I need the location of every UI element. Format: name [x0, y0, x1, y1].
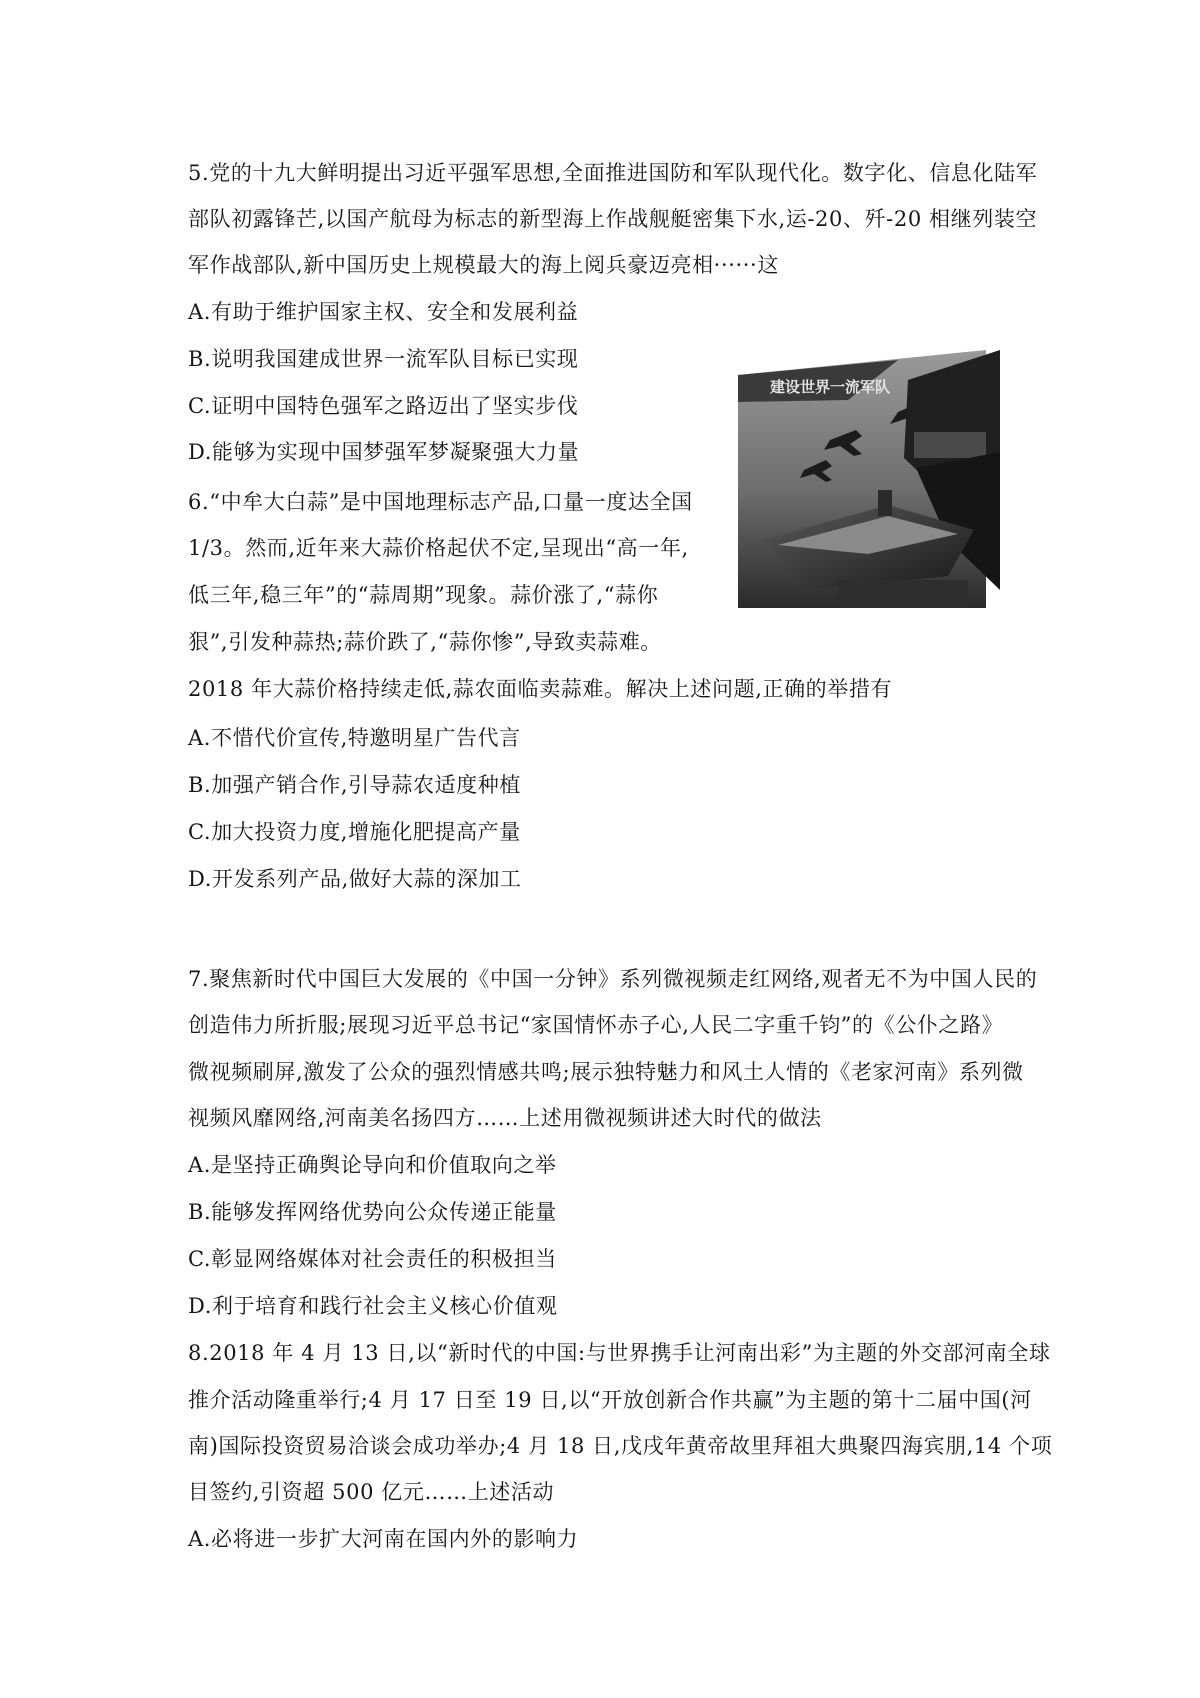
q6-stem-line-4: 狠”,引发种蒜热;蒜价跌了,“蒜你惨”,导致卖蒜难。 — [188, 630, 662, 654]
q5-stem-line-3: 军作战部队,新中国历史上规模最大的海上阅兵豪迈亮相······这 — [188, 253, 779, 277]
q6-stem-line-2: 1/3。然而,近年来大蒜价格起伏不定,呈现出“高一年, — [188, 536, 689, 560]
q5-option-a: A.有助于维护国家主权、安全和发展利益 — [188, 300, 579, 324]
q7-stem-line-1: 7.聚焦新时代中国巨大发展的《中国一分钟》系列微视频走红网络,观者无不为中国人民的 — [188, 967, 1038, 991]
q8-stem-line-3: 南)国际投资贸易洽谈会成功举办;4 月 18 日,戊戌年黄帝故里拜祖大典聚四海宾朋,14 个项 — [188, 1434, 1053, 1458]
poster-banner-text: 建设世界一流军队 — [770, 378, 891, 396]
q6-option-b: B.加强产销合作,引导蒜农适度种植 — [188, 773, 521, 797]
q8-stem-line-4: 目签约,引资超 500 亿元……上述活动 — [188, 1480, 555, 1504]
q7-option-c: C.彰显网络媒体对社会责任的积极担当 — [188, 1247, 557, 1271]
q6-option-c: C.加大投资力度,增施化肥提高产量 — [188, 820, 521, 844]
military-poster-image — [738, 340, 1008, 608]
q7-option-b: B.能够发挥网络优势向公众传递正能量 — [188, 1200, 557, 1224]
q7-option-d: D.利于培育和践行社会主义核心价值观 — [188, 1294, 558, 1318]
q8-option-a: A.必将进一步扩大河南在国内外的影响力 — [188, 1527, 579, 1551]
q6-option-a: A.不惜代价宣传,特邀明星广告代言 — [188, 726, 521, 750]
q6-stem-line-1: 6.“中牟大白蒜”是中国地理标志产品,口量一度达全国 — [188, 490, 693, 514]
q6-stem-line-5: 2018 年大蒜价格持续走低,蒜农面临卖蒜难。解决上述问题,正确的举措有 — [188, 677, 893, 701]
q6-option-d: D.开发系列产品,做好大蒜的深加工 — [188, 867, 522, 891]
q8-stem-line-2: 推介活动隆重举行;4 月 17 日至 19 日,以“开放创新合作共赢”为主题的第十二届中国(河 — [188, 1388, 1032, 1412]
q5-option-c: C.证明中国特色强军之路迈出了坚实步伐 — [188, 394, 579, 418]
q6-stem-line-3: 低三年,稳三年”的“蒜周期”现象。蒜价涨了,“蒜你 — [188, 583, 659, 607]
q5-option-b: B.说明我国建成世界一流军队目标已实现 — [188, 347, 579, 371]
q7-option-a: A.是坚持正确舆论导向和价值取向之举 — [188, 1153, 557, 1177]
q5-stem-line-2: 部队初露锋芒,以国产航母为标志的新型海上作战舰艇密集下水,运-20、歼-20 相继列装空 — [188, 207, 1038, 231]
q5-stem-line-1: 5.党的十九大鲜明提出习近平强军思想,全面推进国防和军队现代化。数字化、信息化陆军 — [188, 161, 1038, 185]
q5-option-d: D.能够为实现中国梦强军梦凝聚强大力量 — [188, 440, 580, 464]
q7-stem-line-2: 创造伟力所折服;展现习近平总书记“家国情怀赤子心,人民二字重千钧”的《公仆之路》 — [188, 1013, 1004, 1037]
q7-stem-line-4: 视频风靡网络,河南美名扬四方……上述用微视频讲述大时代的做法 — [188, 1106, 822, 1130]
q7-stem-line-3: 微视频刷屏,激发了公众的强烈情感共鸣;展示独特魅力和风土人情的《老家河南》系列微 — [188, 1060, 1024, 1084]
troops-formation-graphic — [914, 432, 986, 458]
q8-stem-line-1: 8.2018 年 4 月 13 日,以“新时代的中国:与世界携手让河南出彩”为主题的外交部河南全球 — [188, 1341, 1051, 1365]
